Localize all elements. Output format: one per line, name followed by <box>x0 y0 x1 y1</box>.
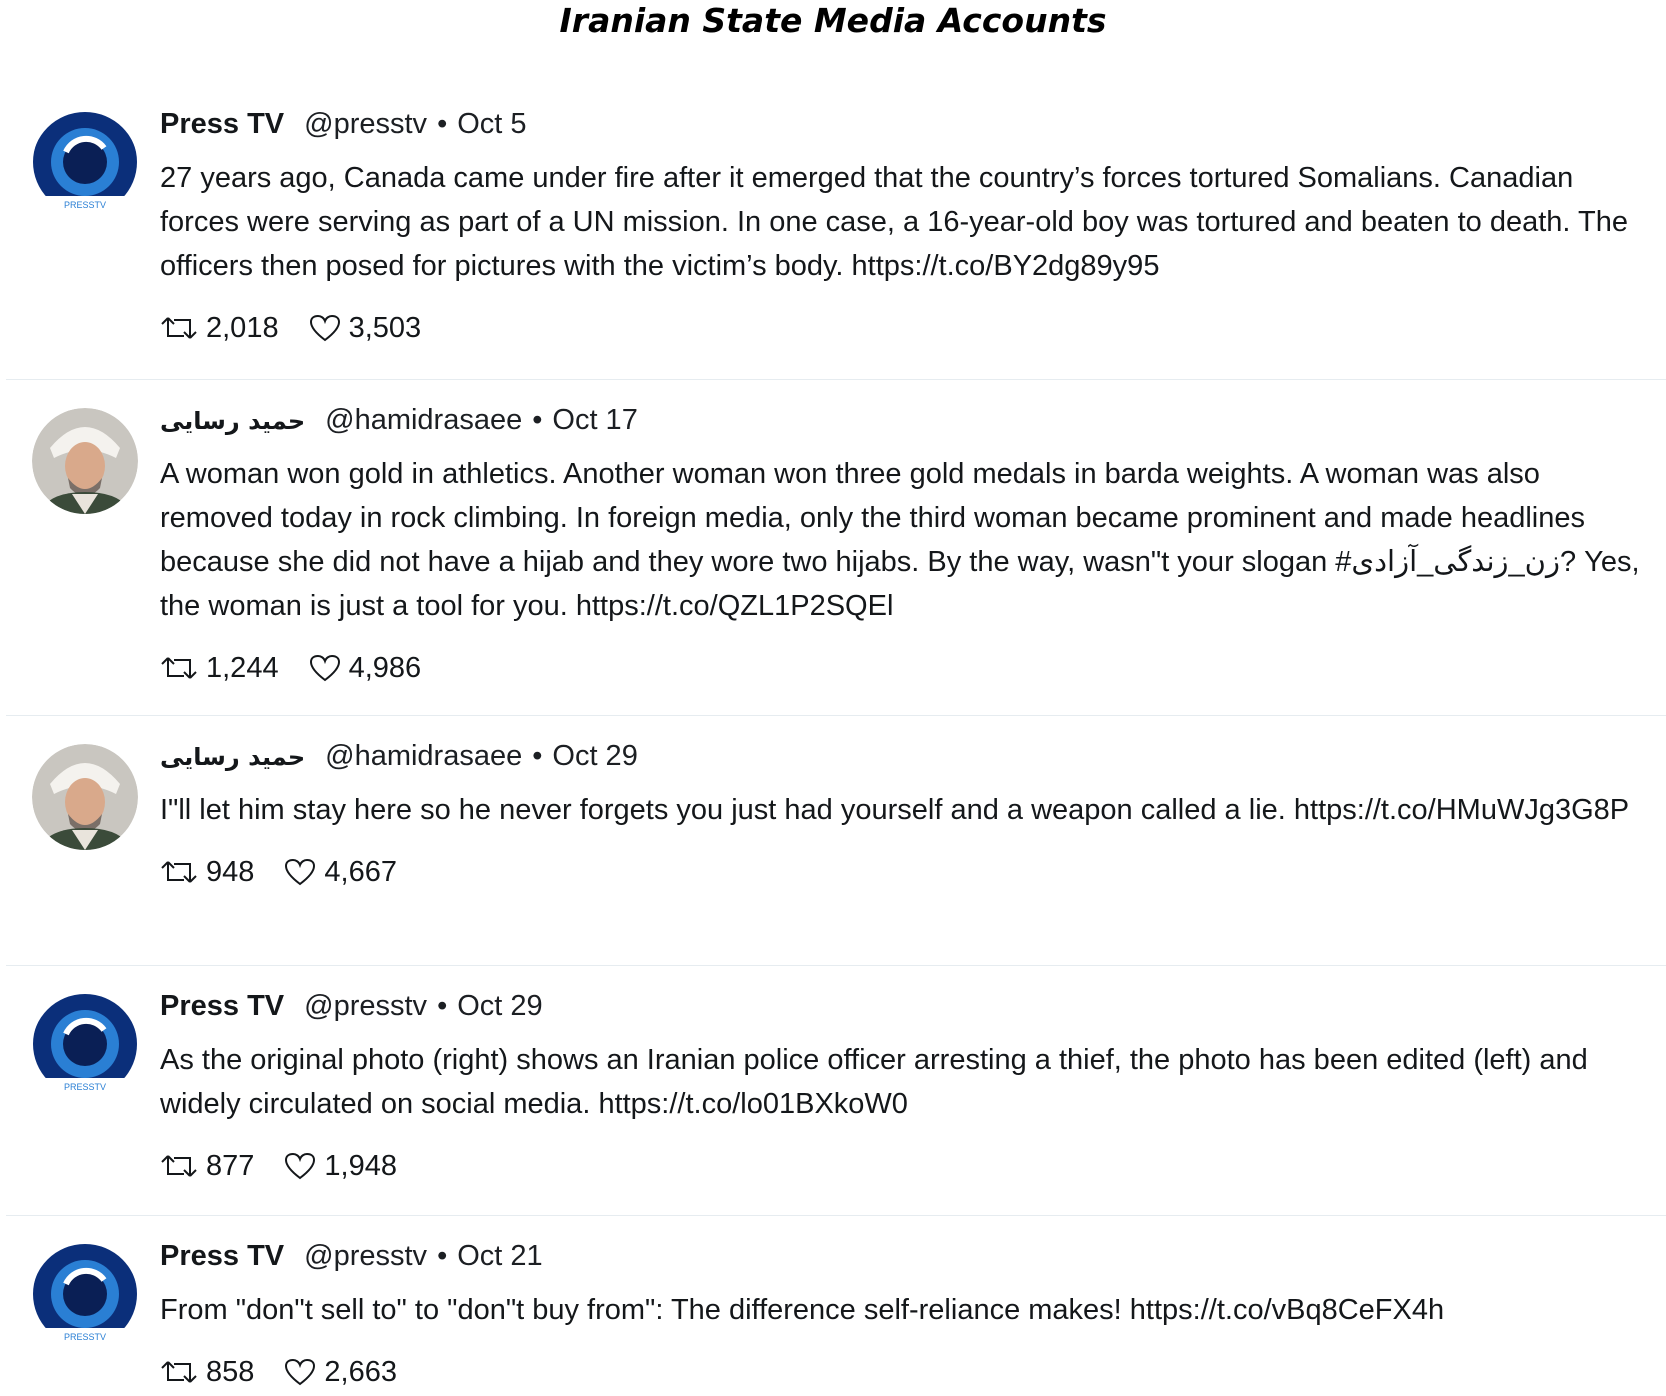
tweet-header <box>160 1236 1660 1276</box>
like-button[interactable] <box>284 856 397 889</box>
tweet-link[interactable]: https://t.co/QZL1P2SQEl <box>575 590 894 622</box>
like-button[interactable] <box>309 312 422 345</box>
author-name[interactable]: حمید رسایی <box>160 407 306 435</box>
retweet-count: 1,244 <box>206 651 279 684</box>
tweet-date[interactable]: Oct 29 <box>457 990 543 1022</box>
tweet-text <box>160 452 1660 628</box>
tweet-link[interactable]: https://t.co/BY2dg89y95 <box>851 250 1160 282</box>
tweet-actions <box>160 308 1660 348</box>
retweet-button[interactable] <box>160 1356 254 1389</box>
retweet-icon <box>160 654 198 682</box>
tweet-actions <box>160 1352 1660 1392</box>
like-button[interactable] <box>284 1150 397 1183</box>
tweet-date[interactable]: Oct 21 <box>457 1240 543 1272</box>
header-separator: • <box>532 404 543 436</box>
like-count: 3,503 <box>348 311 422 344</box>
tweet-date[interactable]: Oct 29 <box>552 740 638 772</box>
tweet-actions <box>160 852 1660 892</box>
retweet-icon <box>160 1152 198 1180</box>
hamidrasaee-avatar[interactable] <box>32 408 138 514</box>
tweet-header <box>160 986 1660 1026</box>
retweet-count: 2,018 <box>206 311 279 344</box>
author-name[interactable]: Press TV <box>160 1240 285 1272</box>
tweet[interactable] <box>6 966 1666 1216</box>
tweet[interactable] <box>6 716 1666 966</box>
author-name[interactable]: Press TV <box>160 990 285 1022</box>
tweet-text-body: From "don"t sell to" to "don"t buy from": The difference self-reliance makes! <box>160 1294 1122 1326</box>
like-button[interactable] <box>284 1356 397 1389</box>
author-handle[interactable]: @presstv <box>304 990 428 1022</box>
svg-text:PRESSTV: PRESSTV <box>63 1082 107 1092</box>
tweet[interactable] <box>6 104 1666 380</box>
tweet-text-body: As the original photo (right) shows an Iranian police officer arresting a thief, the photo has been edited (left) and widely circulated on social media. <box>160 1044 1588 1120</box>
retweet-button[interactable] <box>160 652 279 685</box>
like-count: 2,663 <box>324 1355 397 1388</box>
header-separator: • <box>437 108 448 140</box>
tweet-actions <box>160 648 1660 688</box>
tweet-link[interactable]: https://t.co/lo01BXkoW0 <box>598 1088 908 1120</box>
tweet-text <box>160 1288 1660 1332</box>
heart-icon <box>284 1152 316 1180</box>
svg-text:PRESSTV: PRESSTV <box>63 200 107 210</box>
retweet-count: 877 <box>206 1149 255 1182</box>
tweet-date[interactable]: Oct 17 <box>552 404 638 436</box>
author-name[interactable]: حمید رسایی <box>160 743 306 771</box>
heart-icon <box>284 1358 316 1386</box>
retweet-icon <box>160 1358 198 1386</box>
tweet-text <box>160 1038 1660 1126</box>
tweet-header <box>160 736 1660 776</box>
heart-icon <box>309 314 341 342</box>
heart-icon <box>309 654 341 682</box>
retweet-button[interactable] <box>160 1150 254 1183</box>
like-count: 4,986 <box>348 651 422 684</box>
retweet-count: 948 <box>206 855 255 888</box>
hamidrasaee-avatar[interactable] <box>32 744 138 850</box>
author-handle[interactable]: @presstv <box>304 1240 428 1272</box>
header-separator: • <box>437 990 448 1022</box>
tweet[interactable] <box>6 1216 1666 1396</box>
tweet-text <box>160 156 1660 288</box>
tweet[interactable] <box>6 380 1666 716</box>
header-separator: • <box>532 740 543 772</box>
tweet-text-body: I"ll let him stay here so he never forgets you just had yourself and a weapon called a lie. <box>160 794 1286 826</box>
heart-icon <box>284 858 316 886</box>
presstv-avatar[interactable] <box>32 1244 138 1350</box>
tweet-link[interactable]: https://t.co/HMuWJg3G8P <box>1293 794 1630 826</box>
retweet-icon <box>160 314 198 342</box>
tweet-header <box>160 104 1660 144</box>
like-button[interactable] <box>309 652 422 685</box>
like-count: 1,948 <box>324 1149 397 1182</box>
like-count: 4,667 <box>324 855 397 888</box>
presstv-avatar[interactable] <box>32 112 138 218</box>
tweet-text <box>160 788 1660 832</box>
retweet-button[interactable] <box>160 856 254 889</box>
tweet-actions <box>160 1146 1660 1186</box>
retweet-icon <box>160 858 198 886</box>
tweet-date[interactable]: Oct 5 <box>457 108 527 140</box>
retweet-count: 858 <box>206 1355 255 1388</box>
author-handle[interactable]: @presstv <box>304 108 428 140</box>
presstv-avatar[interactable] <box>32 994 138 1100</box>
header-separator: • <box>437 1240 448 1272</box>
svg-text:PRESSTV: PRESSTV <box>63 1332 107 1342</box>
author-handle[interactable]: @hamidrasaee <box>325 404 523 436</box>
tweet-link[interactable]: https://t.co/vBq8CeFX4h <box>1129 1294 1445 1326</box>
retweet-button[interactable] <box>160 312 279 345</box>
author-name[interactable]: Press TV <box>160 108 285 140</box>
tweet-text-body: A woman won gold in athletics. Another woman won three gold medals in barda weights. A woman was also removed today in rock climbing. In foreign media, only the third woman became prominent and made headlines because she did not have a hijab and they wore two hijabs. By the way, wasn"t your slogan #زن_زندگی_آزادی? Yes, the woman is just a tool for you. <box>160 458 1640 622</box>
tweet-text-body: 27 years ago, Canada came under fire after it emerged that the country’s forces tortured Somalians. Canadian forces were serving as part of a UN mission. In one case, a 16-year-old boy was tortured and beaten to death. The officers then posed for pictures with the victim’s body. <box>160 162 1628 282</box>
tweet-header <box>160 400 1660 440</box>
page-title: Iranian State Media Accounts <box>559 1 1107 40</box>
author-handle[interactable]: @hamidrasaee <box>325 740 523 772</box>
